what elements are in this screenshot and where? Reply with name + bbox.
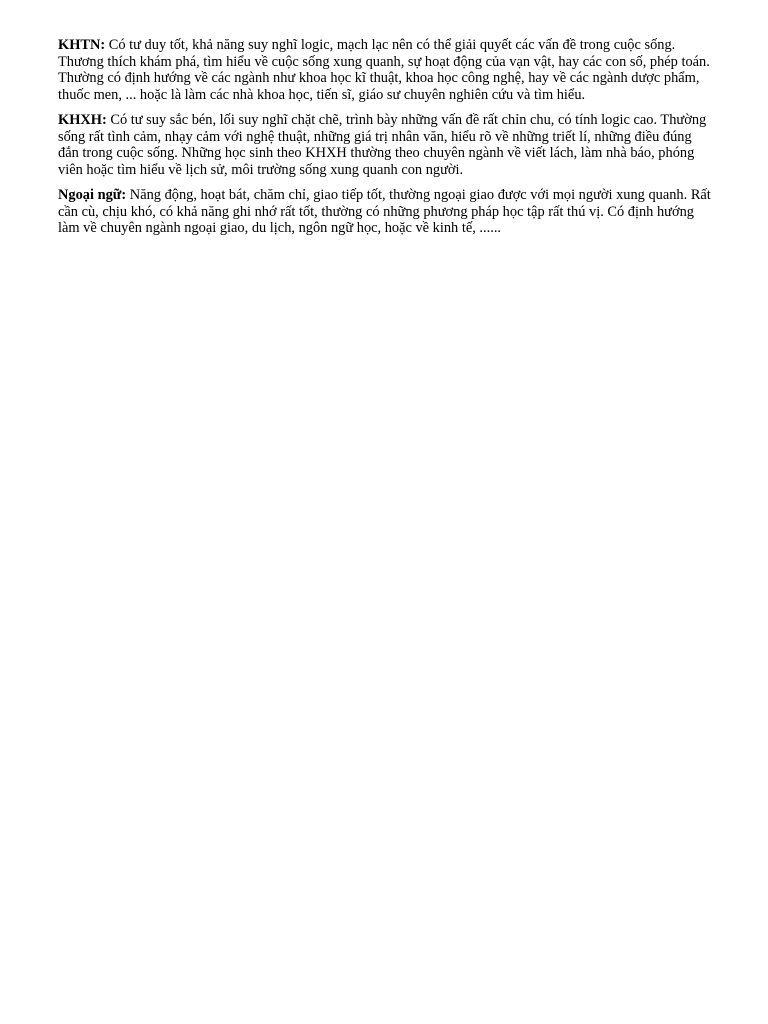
paragraph-khxh xyxy=(58,112,714,178)
paragraph-text-khtn: Có tư duy tốt, khả năng suy nghĩ logic, mạch lạc nên có thể giải quyết các vấn đề trong cuộc sống. Thương thích khám phá, tìm hiểu về cuộc sống xung quanh, sự hoạt động của vạn vật, hay các con số, phép toán. Thường có định hướng về các ngành như khoa học kĩ thuật, khoa học công nghệ, hay về các ngành dược phẩm, thuốc men, ... hoặc là làm các nhà khoa học, tiến sĩ, giáo sư chuyên nghiên cứu và tìm hiểu. xyxy=(58,37,710,103)
document-page xyxy=(58,37,714,246)
paragraph-text-ngoai-ngu: Năng động, hoạt bát, chăm chỉ, giao tiếp tốt, thường ngoại giao được với mọi người xung quanh. Rất cần cù, chịu khó, có khả năng ghi nhớ rất tốt, thường có những phương pháp học tập rất thú vị. Có định hướng làm về chuyên ngành ngoại giao, du lịch, ngôn ngữ học, hoặc về kinh tế, ...... xyxy=(58,187,711,236)
term-khxh: KHXH: xyxy=(58,112,107,128)
paragraph-text-khxh: Có tư suy sắc bén, lối suy nghĩ chặt chẽ, trình bày những vấn đề rất chỉn chu, có tính logic cao. Thường sống rất tình cảm, nhạy cảm với nghệ thuật, những giá trị nhân văn, hiểu rõ về những triết lí, những điều đúng đắn trong cuộc sống. Những học sinh theo KHXH thường theo chuyên ngành về viết lách, làm nhà báo, phóng viên hoặc tìm hiểu về lịch sử, môi trường sống xung quanh con người. xyxy=(58,112,707,178)
paragraph-ngoai-ngu xyxy=(58,187,714,237)
term-ngoai-ngu: Ngoại ngữ: xyxy=(58,187,127,203)
term-khtn: KHTN: xyxy=(58,37,106,53)
paragraph-khtn xyxy=(58,37,714,103)
